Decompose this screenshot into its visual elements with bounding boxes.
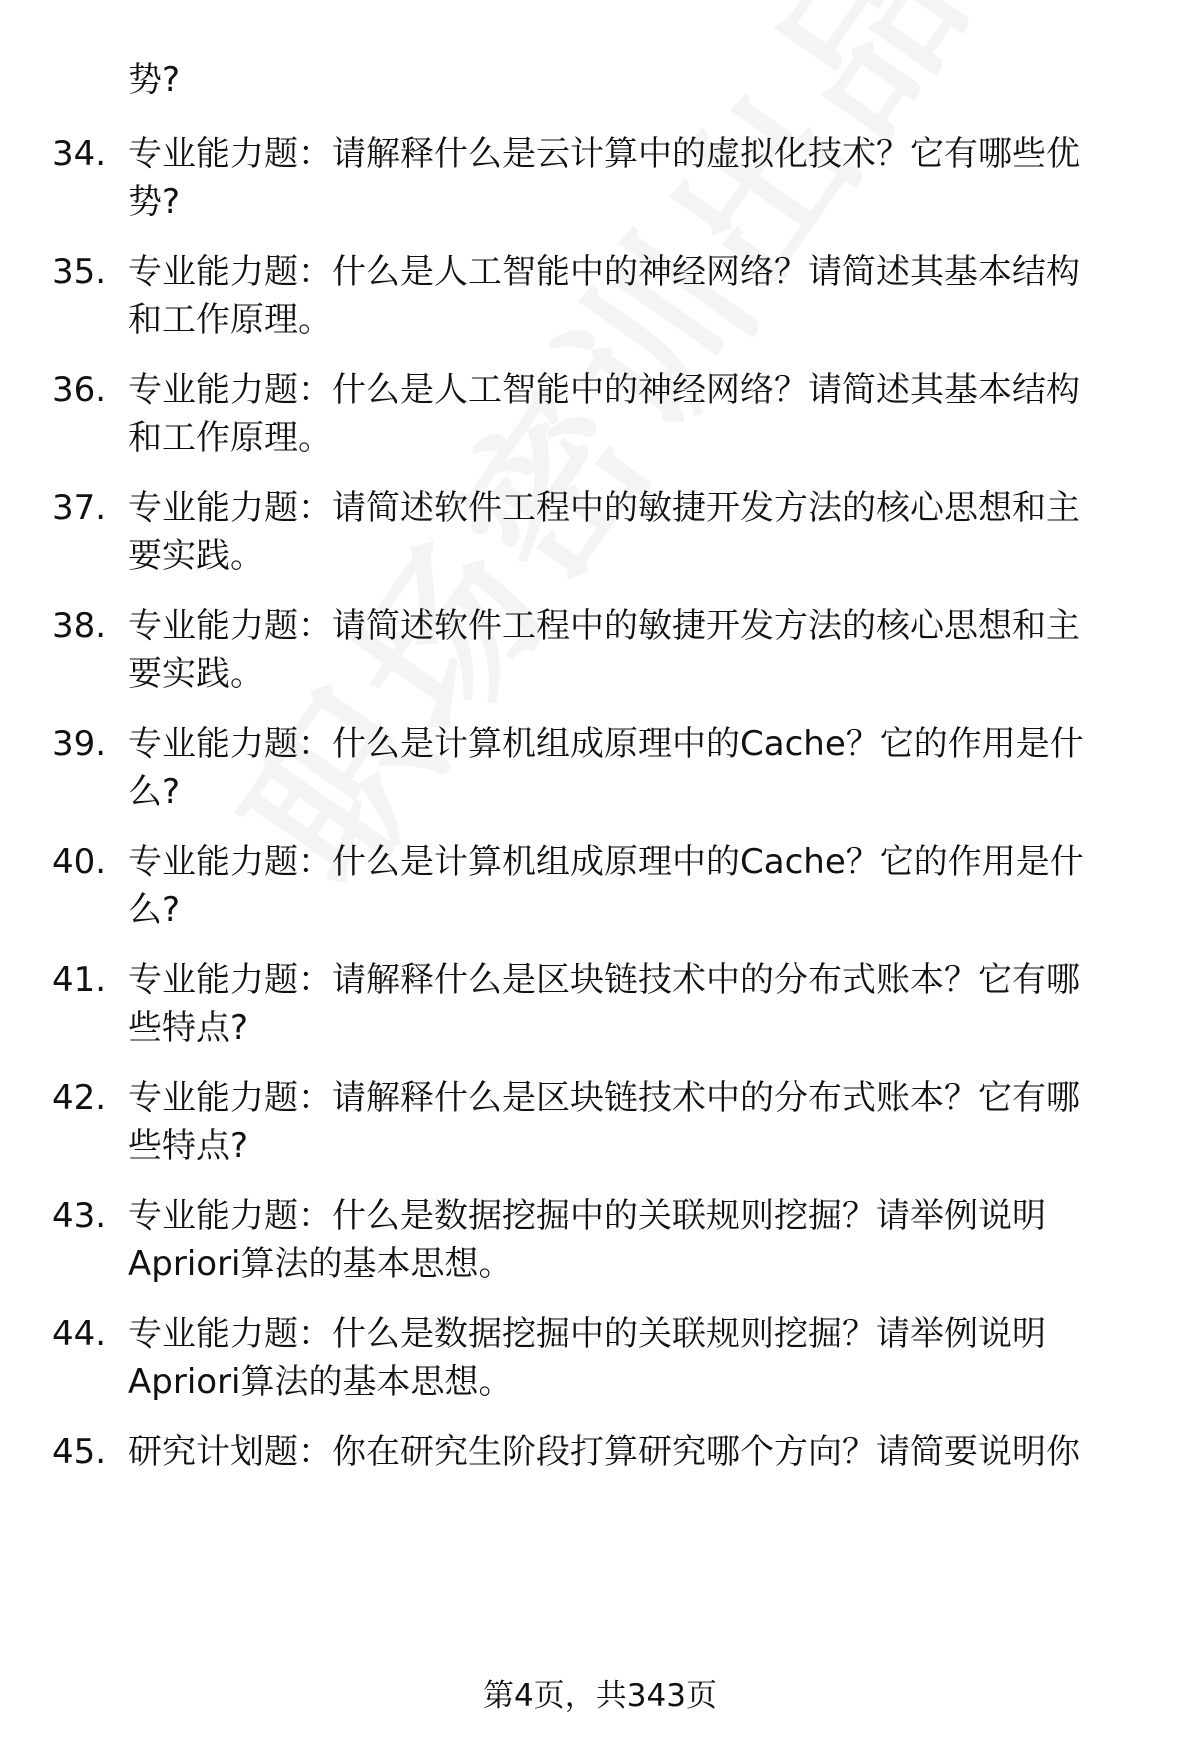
question-text: 专业能力题：什么是数据挖掘中的关联规则挖掘？请举例说明 Apriori算法的基本思想。 bbox=[128, 1314, 1046, 1402]
question-number: 43. bbox=[52, 1196, 107, 1236]
question-number: 45. bbox=[52, 1432, 107, 1472]
question-number: 38. bbox=[52, 606, 107, 646]
question-text: 专业能力题：请解释什么是区块链技术中的分布式账本？它有哪 些特点? bbox=[128, 1078, 1080, 1166]
question-number: 34. bbox=[52, 134, 107, 174]
question-text: 专业能力题：什么是数据挖掘中的关联规则挖掘？请举例说明 Apriori算法的基本思想。 bbox=[128, 1196, 1046, 1284]
question-text: 专业能力题：什么是人工智能中的神经网络？请简述其基本结构 和工作原理。 bbox=[128, 370, 1080, 458]
question-number: 40. bbox=[52, 842, 107, 882]
question-text: 专业能力题：请简述软件工程中的敏捷开发方法的核心思想和主 要实践。 bbox=[128, 606, 1080, 694]
question-text: 专业能力题：请简述软件工程中的敏捷开发方法的核心思想和主 要实践。 bbox=[128, 488, 1080, 576]
question-number: 41. bbox=[52, 960, 107, 1000]
question-number: 42. bbox=[52, 1078, 107, 1118]
question-text: 研究计划题：你在研究生阶段打算研究哪个方向？请简要说明你 bbox=[128, 1432, 1080, 1472]
question-text: 专业能力题：请解释什么是云计算中的虚拟化技术？它有哪些优 势? bbox=[128, 134, 1080, 222]
question-number: 39. bbox=[52, 724, 107, 764]
question-number: 44. bbox=[52, 1314, 107, 1354]
page-footer: 第4页，共343页 bbox=[483, 1678, 717, 1714]
question-number: 37. bbox=[52, 488, 107, 528]
continued-question-text: 势? bbox=[128, 60, 181, 100]
question-number: 35. bbox=[52, 252, 107, 292]
question-text: 专业能力题：什么是人工智能中的神经网络？请简述其基本结构 和工作原理。 bbox=[128, 252, 1080, 340]
question-number: 36. bbox=[52, 370, 107, 410]
question-text: 专业能力题：什么是计算机组成原理中的Cache？它的作用是什 么? bbox=[128, 842, 1084, 930]
question-text: 专业能力题：请解释什么是区块链技术中的分布式账本？它有哪 些特点? bbox=[128, 960, 1080, 1048]
question-text: 专业能力题：什么是计算机组成原理中的Cache？它的作用是什 么? bbox=[128, 724, 1084, 812]
